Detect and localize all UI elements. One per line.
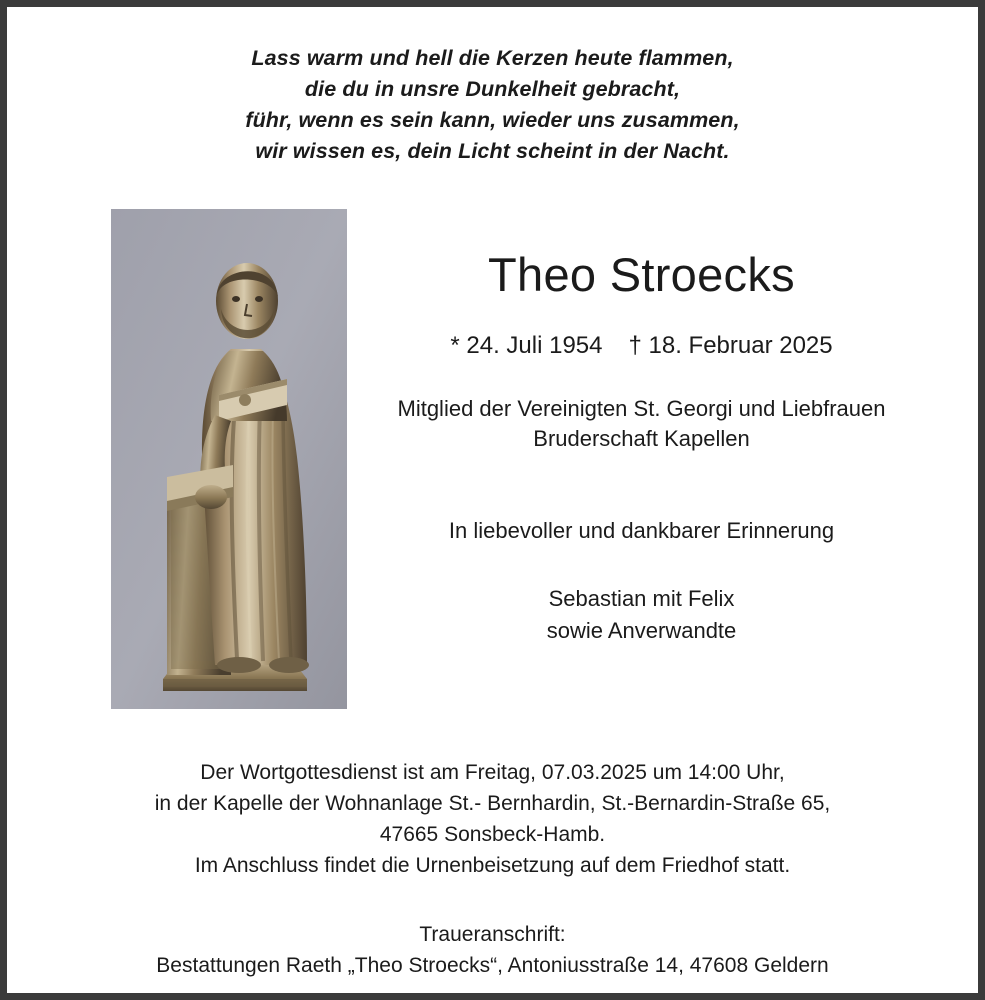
service-line-2: in der Kapelle der Wohnanlage St.- Bernhardin, St.-Bernardin-Straße 65,: [154, 792, 831, 815]
poem-line-3: führ, wenn es sein kann, wieder uns zusammen,: [245, 108, 740, 132]
portrait-photo: [111, 209, 347, 709]
card-inner: [7, 7, 978, 993]
birth-date: * 24. Juli 1954: [450, 332, 603, 359]
mourning-address-block: [41, 919, 944, 981]
deceased-info: [347, 209, 944, 647]
remembrance-text: In liebevoller und dankbarer Erinnerung: [448, 518, 835, 543]
family-block: [357, 583, 926, 647]
service-line-4: Im Anschluss findet die Urnenbeisetzung auf dem Friedhof statt.: [194, 854, 791, 877]
life-dates: [357, 331, 926, 361]
family-line-1: Sebastian mit Felix: [548, 586, 735, 611]
mourning-address-label: Traueranschrift:: [419, 923, 566, 946]
mourning-address-value: Bestattungen Raeth „Theo Stroecks“, Antoniusstraße 14, 47608 Geldern: [156, 954, 829, 977]
main-band: [41, 209, 944, 709]
service-line-3: 47665 Sonsbeck-Hamb.: [379, 823, 606, 846]
poem-line-1: Lass warm und hell die Kerzen heute flammen,: [251, 46, 734, 70]
page-title: Theo Stroecks: [488, 248, 795, 301]
statue-illustration: [111, 209, 347, 709]
death-date: † 18. Februar 2025: [628, 332, 833, 359]
poem-line-2: die du in unsre Dunkelheit gebracht,: [304, 77, 681, 101]
service-line-1: Der Wortgottesdienst ist am Freitag, 07.03.2025 um 14:00 Uhr,: [200, 761, 785, 784]
poem-line-4: wir wissen es, dein Licht scheint in der Nacht.: [255, 139, 730, 163]
membership-block: [357, 394, 926, 454]
service-details: [41, 757, 944, 881]
membership-line-2: Bruderschaft Kapellen: [533, 426, 750, 451]
family-line-2: sowie Anverwandte: [546, 618, 737, 643]
membership-line-1: Mitglied der Vereinigten St. Georgi und Liebfrauen: [397, 396, 886, 421]
poem-block: [41, 43, 944, 167]
